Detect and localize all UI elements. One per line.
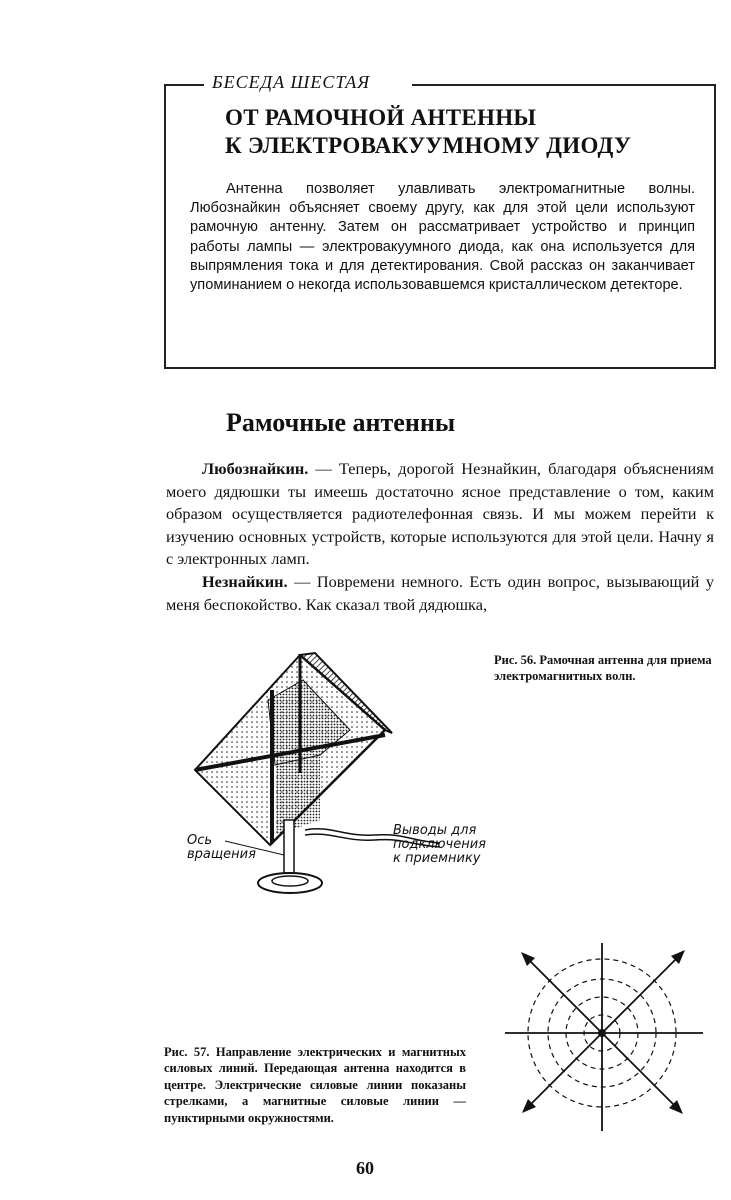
- leads-label-line-1: Выводы для: [393, 823, 477, 838]
- paragraph-text: — Повремени немного. Есть один вопрос, вызывающий у меня беспокойство. Как сказал твой дядюшка,: [166, 571, 714, 614]
- section-heading: Рамочные антенны: [226, 408, 456, 437]
- figure-56-caption: Рис. 56. Рамочная антенна для приема электромагнитных волн.: [494, 653, 712, 683]
- field-lines-figure: [495, 935, 710, 1140]
- figure-57-caption: Рис. 57. Направление электрических и магнитных силовых линий. Передающая антенна находится в центре. Электрические силовые линии показаны стрелками, а магнитные силовые линии — пунктирными окружностями.: [164, 1045, 466, 1125]
- paragraph: [166, 571, 714, 616]
- title-line-1: ОТ РАМОЧНОЙ АНТЕННЫ: [225, 105, 537, 130]
- page-number: 60: [356, 1158, 374, 1178]
- chapter-title: [225, 104, 631, 160]
- leads-label-line-2: подключения: [393, 837, 486, 852]
- axis-label: [187, 834, 256, 862]
- speaker-name: Незнайкин.: [202, 571, 288, 591]
- frame-top-right: [412, 84, 714, 86]
- axis-label-line-1: Ось: [187, 833, 213, 848]
- axis-label-line-2: вращения: [187, 847, 256, 862]
- body-text: [166, 458, 714, 616]
- speaker-name: Любознайкин.: [202, 459, 309, 478]
- leads-label: [393, 824, 486, 866]
- leads-label-line-3: к приемнику: [393, 851, 481, 866]
- frame-top-left: [164, 84, 204, 86]
- paragraph: [166, 458, 714, 571]
- paragraph-text: — Теперь, дорогой Незнайкин, благодаря объяснениям моего дядюшки ты имеешь достаточно ясное представление о том, каким образом осуществляется радиотелефонная связь. И мы можем перейти к изучению основных устройств, которые используются для этой цели. Начну я с электронных ламп.: [166, 459, 714, 569]
- chapter-abstract: Антенна позволяет улавливать электромагнитные волны. Любознайкин объясняет своему другу, как для этой цели используют рамочную антенну. Затем он рассматривает устройство и принцип работы лампы — электровакуумного диода, как она используется для выпрямления тока и для детектирования. Свой рассказ он заканчивает упоминанием о некогда использовавшемся кристаллическом детекторе.: [190, 181, 695, 294]
- title-line-2: К ЭЛЕКТРОВАКУУМНОМУ ДИОДУ: [225, 133, 632, 158]
- chapter-label: БЕСЕДА ШЕСТАЯ: [212, 72, 371, 92]
